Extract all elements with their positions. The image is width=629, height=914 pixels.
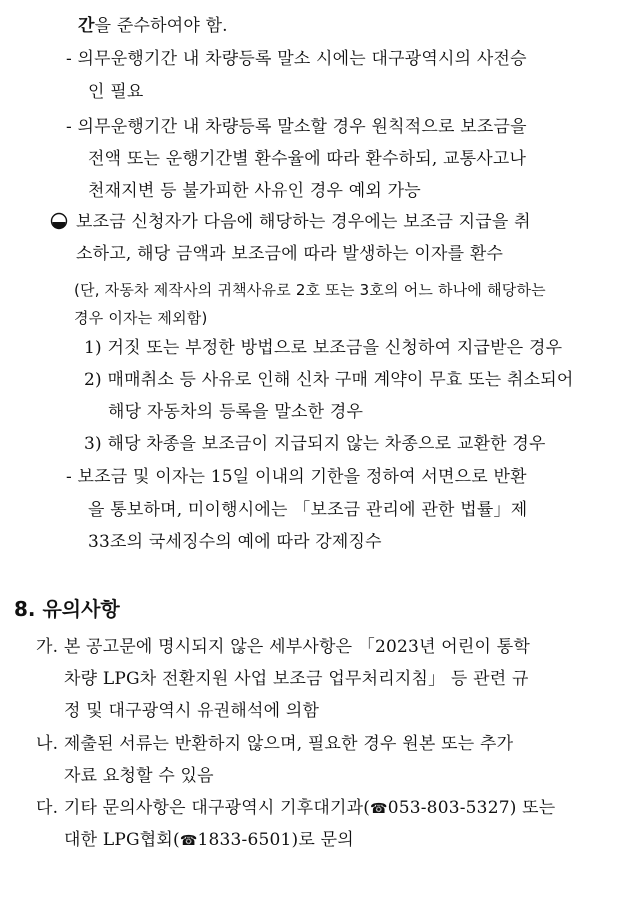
item-da-line-2	[64, 829, 354, 852]
dash-item-1-line-1: - 의무운행기간 내 차량등록 말소 시에는 대구광역시의 사전승	[66, 49, 527, 69]
section-heading: 8. 유의사항	[14, 597, 120, 621]
refund-dash-line-1: - 보조금 및 이자는 15일 이내의 기한을 정하여 서면으로 반환	[66, 467, 527, 487]
refund-item-3: 3) 해당 차종을 보조금이 지급되지 않는 차종으로 교환한 경우	[84, 434, 546, 454]
continuation-bold-char: 간	[78, 16, 95, 36]
refund-note-line-2: 경우 이자는 제외함)	[74, 309, 208, 327]
phone-icon: ☎	[179, 833, 198, 849]
refund-dash-line-3: 33조의 국세징수의 예에 따라 강제징수	[88, 532, 382, 552]
item-da-line-1-text: 다. 기타 문의사항은 대구광역시 기후대기과(	[36, 798, 371, 818]
refund-line-2: 소하고, 해당 금액과 보조금에 따라 발생하는 이자를 환수	[76, 244, 504, 264]
phone-icon: ☎	[370, 801, 388, 817]
item-da-phone-number: 053-803-5327) 또는	[387, 798, 556, 818]
circle-bullet-icon	[50, 212, 68, 230]
refund-note-line-1: (단, 자동차 제작사의 귀책사유로 2호 또는 3호의 어느 하나에 해당하는	[74, 281, 546, 299]
refund-item-2-line-1: 2) 매매취소 등 사유로 인해 신차 구매 계약이 무효 또는 취소되어	[84, 370, 574, 390]
item-da-line-1	[36, 797, 555, 820]
dash-item-2-line-1: - 의무운행기간 내 차량등록 말소할 경우 원칙적으로 보조금을	[66, 117, 527, 137]
item-da-line-2-text: 대한 LPG협회(	[64, 830, 180, 850]
item-ga-line-2: 차량 LPG차 전환지원 사업 보조금 업무처리지침」 등 관련 규	[64, 669, 529, 689]
dash-item-2-line-3: 천재지변 등 불가피한 사유인 경우 예외 가능	[88, 181, 421, 201]
item-ga-line-3: 정 및 대구광역시 유권해석에 의함	[64, 701, 320, 721]
refund-dash-line-2: 을 통보하며, 미이행시에는 「보조금 관리에 관한 법률」제	[88, 500, 528, 520]
dash-item-2-line-2: 전액 또는 운행기간별 환수율에 따라 환수하되, 교통사고나	[88, 149, 527, 169]
item-da-association-number: 1833-6501)로 문의	[197, 830, 354, 850]
item-na-line-2: 자료 요청할 수 있음	[64, 766, 214, 786]
dash-item-1-line-2: 인 필요	[88, 82, 144, 102]
refund-item-2-line-2: 해당 자동차의 등록을 말소한 경우	[108, 402, 364, 422]
continuation-line	[78, 15, 228, 37]
refund-line-1: 보조금 신청자가 다음에 해당하는 경우에는 보조금 지급을 취	[76, 212, 531, 232]
item-na-line-1: 나. 제출된 서류는 반환하지 않으며, 필요한 경우 원본 또는 추가	[36, 734, 514, 754]
item-ga-line-1: 가. 본 공고문에 명시되지 않은 세부사항은 「2023년 어린이 통학	[36, 637, 531, 657]
continuation-text: 을 준수하여야 함.	[94, 16, 228, 36]
refund-item-1: 1) 거짓 또는 부정한 방법으로 보조금을 신청하여 지급받은 경우	[84, 338, 563, 358]
